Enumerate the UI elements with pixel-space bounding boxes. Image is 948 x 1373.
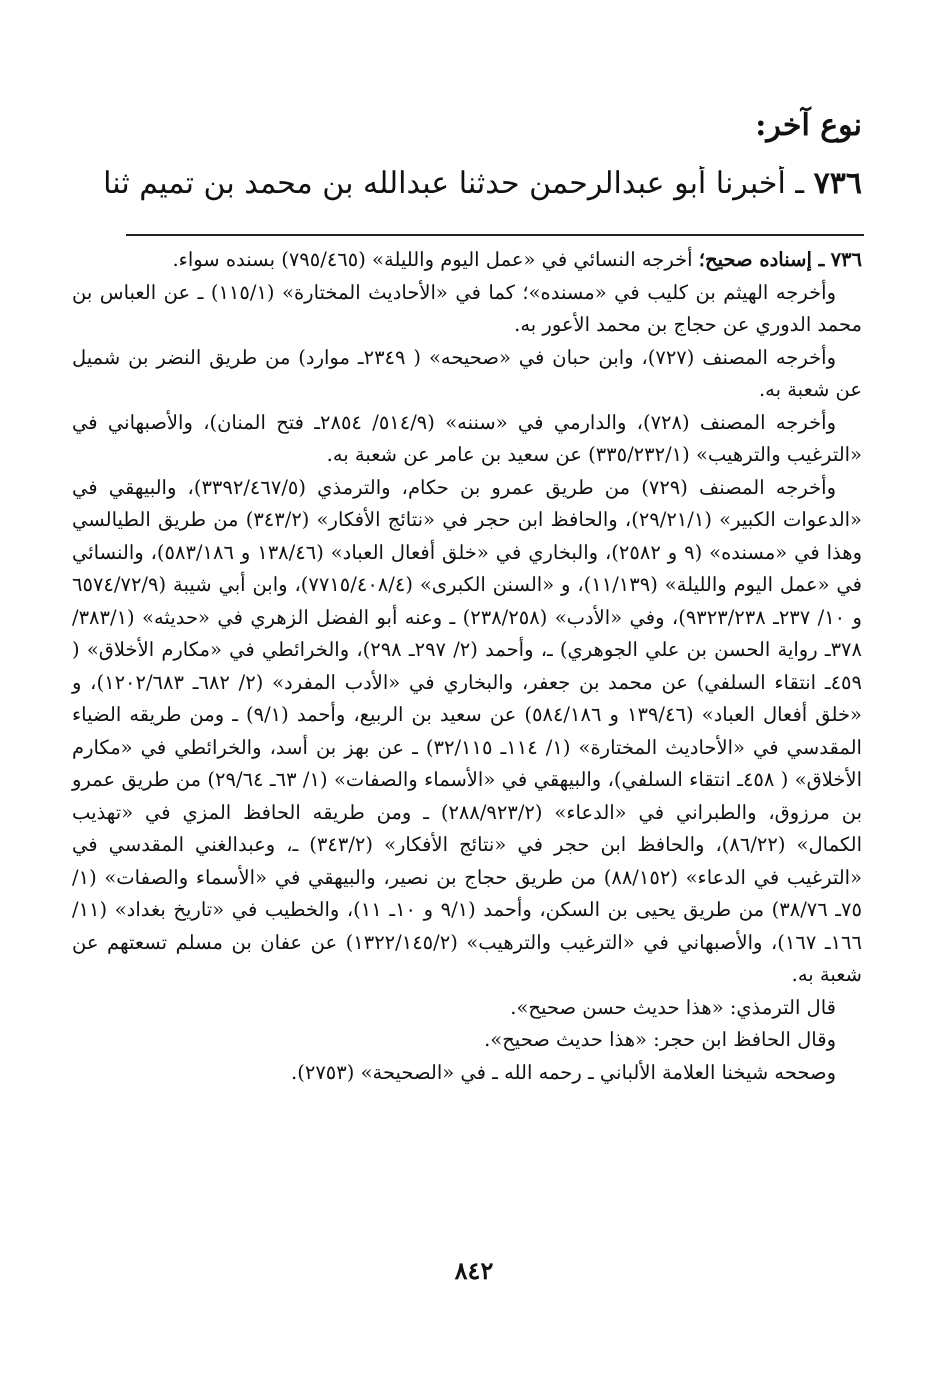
hadith-body: ـ أخبرنا أبو عبدالرحمن حدثنا عبدالله بن محمد بن تميم ثنا <box>103 166 805 201</box>
footnote-paragraph: وأخرجه الهيثم بن كليب في «مسنده»؛ كما في «الأحاديث المختارة» (١١٥/١) ـ عن العباس بن محمد الدوري عن حجاج بن محمد الأعور به. <box>72 280 862 336</box>
footnote-intro <box>72 244 862 277</box>
footnote-closing-line: وقال الحافظ ابن حجر: «هذا حديث صحيح». <box>484 1028 836 1051</box>
section-heading: نوع آخر: <box>755 108 862 143</box>
footnote-grade: ـ إسناده صحيح؛ <box>698 248 825 271</box>
footnote-closing-line: وصححه شيخنا العلامة الألباني ـ رحمه الله ـ في «الصحيحة» (٢٧٥٣). <box>291 1060 836 1084</box>
hadith-number: ٧٣٦ <box>813 166 862 201</box>
footnote-intro-text: أخرجه النسائي في «عمل اليوم والليلة» (٧٩٥/٤٦٥) بسنده سواء. <box>172 248 693 271</box>
page-number: ٨٤٢ <box>454 1256 494 1285</box>
hadith-text <box>72 166 862 201</box>
footnote-closing-line: قال الترمذي: «هذا حديث حسن صحيح». <box>510 995 836 1019</box>
footnote-paragraph: وأخرجه المصنف (٧٢٨)، والدارمي في «سننه» (٥١٤/٩/ ٢٨٥٤ـ فتح المنان)، والأصبهاني في «الترغيب والترهيب» (٣٣٥/٢٣٢/١) عن سعيد بن عامر عن شعبة به. <box>72 410 862 466</box>
footnote-number: ٧٣٦ <box>830 248 862 271</box>
footnote-block <box>72 244 862 1089</box>
footnote-separator <box>126 234 864 236</box>
footnote-paragraph: وأخرجه المصنف (٧٢٩) من طريق عمرو بن حكام، والترمذي (٣٣٩٢/٤٦٧/٥)، والبيهقي في «الدعوات الكبير» (٢٩/٢١/١)، والحافظ ابن حجر في «نتائج الأفكار» (٣٤٣/٢) من طريق الطيالسي وهذا في «مسنده» (٩ و ٢٥٨٢)، والبخاري في «خلق أفعال العباد» (١٣٨/٤٦ و ٥٨٣/١٨٦)، والنسائي في «عمل اليوم والليلة» (١١/١٣٩)، و «السنن الكبرى» (٧٧١٥/٤٠٨/٤)، وابن أبي شيبة (٦٥٧٤/٧٢/٩ و ١٠/ ٢٣٧ـ ٩٣٢٣/٢٣٨)، وفي «الأدب» (٢٣٨/٢٥٨) ـ وعنه أبو الفضل الزهري في «حديثه» (٣٨٣/١/ ٣٧٨ـ رواية الحسن بن علي الجوهري) ـ، وأحمد (٢/ ٢٩٧ـ ٢٩٨)، والخرائطي في «مكارم الأخلاق» ( ٤٥٩ـ انتقاء السلفي) عن محمد بن جعفر، والبخاري في «الأدب المفرد» (٢/ ٦٨٢ـ ١٢٠٢/٦٨٣)، و «خلق أفعال العباد» (١٣٩/٤٦ و ٥٨٤/١٨٦) عن سعيد بن الربيع، وأحمد (٩/١) ـ ومن طريقه الضياء المقدسي في «الأحاديث المختارة» (١/ ١١٤ـ ٣٢/١١٥) ـ عن بهز بن أسد، والخرائطي في «مكارم الأخلاق» ( ٤٥٨ـ انتقاء السلفي)، والبيهقي في «الأسماء والصفات» (١/ ٦٣ـ ٢٩/٦٤) من طريق عمرو بن مرزوق، والطبراني في «الدعاء» (٢٨٨/٩٢٣/٢) ـ ومن طريقه الحافظ المزي في «تهذيب الكمال» (٨٦/٢٢)، والحافظ ابن حجر في «نتائج الأفكار» (٣٤٣/٢) ـ، وعبدالغني المقدسي في «الترغيب في الدعاء» (٨٨/١٥٢) من طريق حجاج بن نصير، والبيهقي في «الأسماء والصفات» (١/ ٧٥ـ ٣٨/٧٦) من طريق يحيى بن السكن، وأحمد (٩/١ و ١٠ـ ١١)، والخطيب في «تاريخ بغداد» (١١/ ١٦٦ـ ١٦٧)، والأصبهاني في «الترغيب والترهيب» (١٣٢٢/١٤٥/٢) عن عفان بن مسلم تسعتهم عن شعبة به. <box>72 475 863 986</box>
footnote-paragraph: وأخرجه المصنف (٧٢٧)، وابن حبان في «صحيحه» ( ٢٣٤٩ـ موارد) من طريق النضر بن شميل عن شعبة به. <box>72 345 862 401</box>
